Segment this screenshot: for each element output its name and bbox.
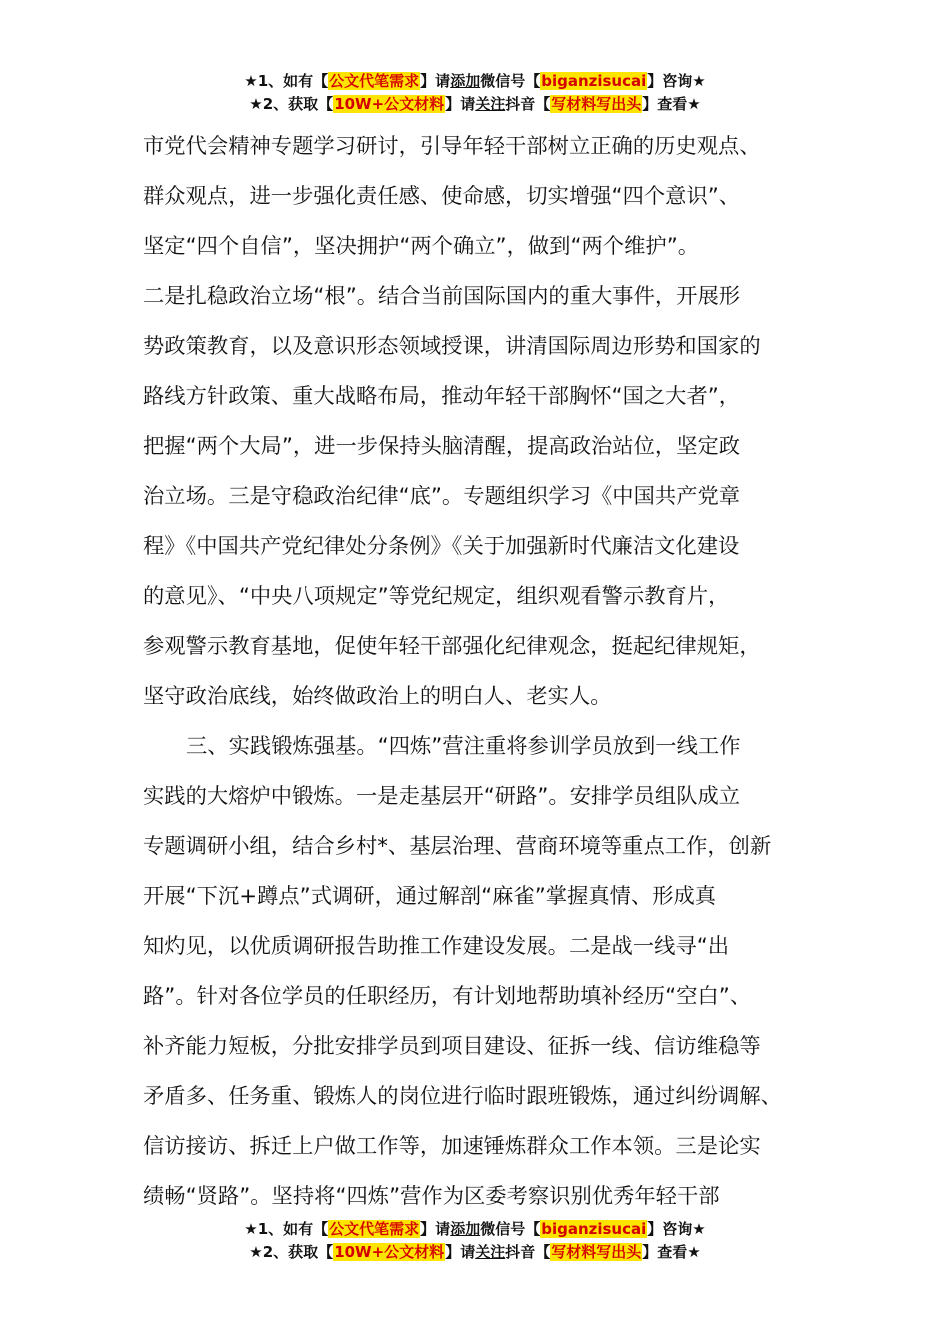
banner-highlight: 公文代笔需求 (329, 1220, 420, 1238)
body-line: 治立场。三是守稳政治纪律“底”。专题组织学习《中国共产党章 (143, 484, 741, 509)
body-line: 把握“两个大局”，进一步保持头脑清醒，提高政治站位，坚定政 (143, 434, 741, 459)
body-line: 二是扎稳政治立场“根”。结合当前国际国内的重大事件，开展形 (143, 284, 741, 309)
body-line: 实践的大熔炉中锻炼。一是走基层开“研路”。安排学员组队成立 (143, 784, 741, 809)
body-line: 程》《中国共产党纪律处分条例》《关于加强新时代廉洁文化建设 (143, 534, 740, 559)
banner-text: 】查看★ (642, 95, 701, 113)
body-line: 势政策教育，以及意识形态领域授课，讲清国际周边形势和国家的 (143, 334, 761, 359)
body-line: 开展“下沉+蹲点”式调研，通过解剖“麻雀”掌握真情、形成真 (143, 884, 717, 909)
banner-text: ★1、如有【 (244, 1220, 329, 1238)
banner-text: 】查看★ (642, 1243, 701, 1261)
banner-douyin-name: 写材料写出头 (551, 95, 642, 113)
body-line: 知灼见，以优质调研报告助推工作建设发展。二是战一线寻“出 (143, 934, 730, 959)
body-line: 坚定“四个自信”，坚决拥护“两个确立”，做到“两个维护”。 (143, 234, 700, 259)
banner-text: 】请 (420, 1220, 451, 1238)
footer-banner (0, 1218, 950, 1264)
body-line: 路”。针对各位学员的任职经历，有计划地帮助填补经历“空白”、 (143, 984, 752, 1009)
body-line: 补齐能力短板，分批安排学员到项目建设、征拆一线、信访维稳等 (143, 1034, 761, 1059)
banner-line-1 (0, 1218, 950, 1241)
banner-highlight: 10W+公文材料 (334, 95, 445, 113)
banner-text: 】请 (420, 72, 451, 90)
banner-underline-text: 关注 (475, 1243, 506, 1261)
banner-text: 】请 (445, 1243, 476, 1261)
banner-wechat-id: biganzisucai (541, 1220, 647, 1238)
body-line: 专题调研小组，结合乡村*、基层治理、营商环境等重点工作，创新 (143, 834, 772, 859)
banner-line-2 (0, 1241, 950, 1264)
banner-line-1 (0, 70, 950, 93)
body-line: 信访接访、拆迁上户做工作等，加速锤炼群众工作本领。三是论实 (143, 1134, 761, 1159)
banner-douyin-name: 写材料写出头 (551, 1243, 642, 1261)
document-body (143, 122, 823, 1222)
body-line: 市党代会精神专题学习研讨，引导年轻干部树立正确的历史观点、 (143, 134, 761, 159)
body-line: 群众观点，进一步强化责任感、使命感，切实增强“四个意识”、 (143, 184, 741, 209)
body-line: 矛盾多、任务重、锻炼人的岗位进行临时跟班锻炼，通过纠纷调解、 (143, 1084, 782, 1109)
banner-underline-text: 添加 (450, 72, 481, 90)
banner-text: 抖音【 (505, 1243, 551, 1261)
banner-text: 】请 (445, 95, 476, 113)
banner-text: 】咨询★ (647, 1220, 706, 1238)
section-heading-line: 三、实践锻炼强基。“四炼”营注重将参训学员放到一线工作 (186, 734, 741, 759)
banner-highlight: 公文代笔需求 (329, 72, 420, 90)
banner-underline-text: 添加 (450, 1220, 481, 1238)
body-line: 路线方针政策、重大战略布局，推动年轻干部胸怀“国之大者”， (143, 384, 741, 409)
banner-text: 微信号【 (480, 1220, 541, 1238)
banner-text: 】咨询★ (647, 72, 706, 90)
banner-text: 抖音【 (505, 95, 551, 113)
banner-line-2 (0, 93, 950, 116)
banner-wechat-id: biganzisucai (541, 72, 647, 90)
banner-highlight: 10W+公文材料 (334, 1243, 445, 1261)
body-line: 绩畅“贤路”。坚持将“四炼”营作为区委考察识别优秀年轻干部 (143, 1184, 720, 1209)
body-line: 的意见》、“中央八项规定”等党纪规定，组织观看警示教育片， (143, 584, 730, 609)
banner-text: 微信号【 (480, 72, 541, 90)
banner-text: ★2、获取【 (249, 95, 334, 113)
banner-underline-text: 关注 (475, 95, 506, 113)
banner-text: ★1、如有【 (244, 72, 329, 90)
header-banner (0, 70, 950, 116)
body-line: 参观警示教育基地，促使年轻干部强化纪律观念，挺起纪律规矩， (143, 634, 761, 659)
body-line: 坚守政治底线，始终做政治上的明白人、老实人。 (143, 684, 612, 709)
banner-text: ★2、获取【 (249, 1243, 334, 1261)
